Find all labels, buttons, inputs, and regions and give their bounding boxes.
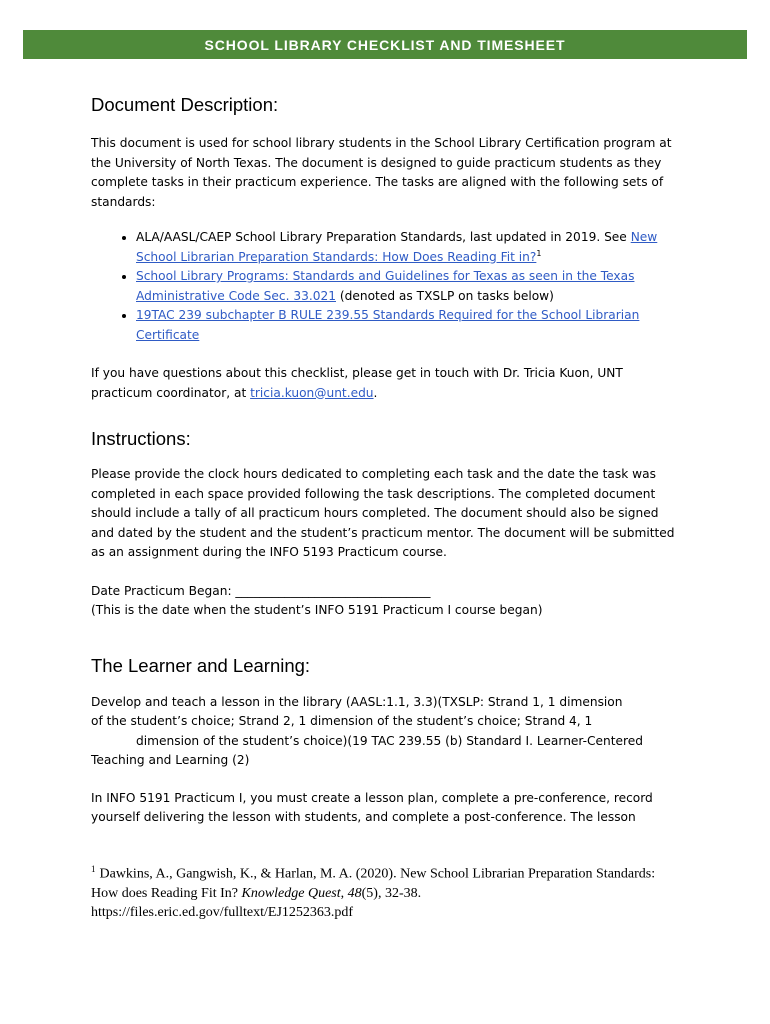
standards-link-texas-admin-code[interactable]: School Library Programs: Standards and Guidelines for Texas as seen in the Texas Administrative Code Sec. 33.021 <box>136 269 635 303</box>
list-item <box>136 267 676 306</box>
task-line: Develop and teach a lesson in the library (AASL:1.1, 3.3)(TXSLP: Strand 1, 1 dimension <box>91 694 623 709</box>
footnote-issue-pages: (5), 32-38. <box>361 885 422 901</box>
task-description <box>91 693 683 771</box>
footnote-number: 1 <box>91 864 96 874</box>
document-title: SCHOOL LIBRARY CHECKLIST AND TIMESHEET <box>204 36 566 53</box>
footnote-separator: , <box>340 885 348 901</box>
standards-list <box>91 228 676 345</box>
list-item <box>136 228 676 267</box>
footnote-authors: Dawkins, A., Gangwish, K., & Harlan, M. A. (2020). New School Librarian Preparation Standards: How does Reading Fit In? <box>91 866 656 901</box>
footnote-url[interactable]: https://files.eric.ed.gov/fulltext/EJ1252363.pdf <box>91 904 354 920</box>
footnote-journal: Knowledge Quest <box>241 885 341 901</box>
document-title-banner <box>23 30 747 59</box>
lesson-paragraph: In INFO 5191 Practicum I, you must create a lesson plan, complete a pre-conference, record yourself delivering the lesson with students, and complete a post-conference. The lesson <box>91 790 653 824</box>
task-line: Teaching and Learning (2) <box>91 753 250 767</box>
standards-link-19tac-239[interactable]: 19TAC 239 subchapter B RULE 239.55 Standards Required for the School Librarian Certificate <box>136 308 640 342</box>
task-line: of the student’s choice; Strand 2, 1 dimension of the student’s choice; Strand 4, 1 <box>91 714 593 728</box>
learner-heading: The Learner and Learning: <box>91 654 311 676</box>
instructions-paragraph: Please provide the clock hours dedicated to completing each task and the date the task was completed in each space provided following the task descriptions. The completed document should include a tally of all practicum hours completed. The document should also be signed and dated by the student and the student’s practicum mentor. The document will be submitted as an assignment during the INFO 5193 Practicum course. <box>91 467 675 559</box>
footnote-volume: 48 <box>347 885 362 901</box>
task-line: dimension of the student’s choice)(19 TAC 239.55 (b) Standard I. Learner-Centered <box>136 733 644 748</box>
document-body <box>91 92 691 828</box>
bullet-text: ALA/AASL/CAEP School Library Preparation Standards, last updated in 2019. See <box>136 230 631 244</box>
bullet-text: (denoted as TXSLP on tasks below) <box>336 288 554 303</box>
contact-text: If you have questions about this checklist, please get in touch with Dr. Tricia Kuon, UNT practicum coordinator, at <box>91 366 623 400</box>
description-heading: Document Description: <box>91 94 279 115</box>
standards-link-new-school-librarian[interactable]: New School Librarian Preparation Standards: How Does Reading Fit in? <box>136 230 658 264</box>
description-paragraph: This document is used for school library students in the School Library Certification program at the University of North Texas. The document is designed to guide practicum students as they complete tasks in their practicum experience. The tasks are aligned with the following sets of standards: <box>91 136 672 209</box>
contact-email-link[interactable]: tricia.kuon@unt.edu <box>250 385 374 400</box>
date-practicum-began-label: Date Practicum Began: ________________________________ <box>91 583 431 598</box>
footnote-ref[interactable]: 1 <box>536 248 542 258</box>
contact-text-end: . <box>373 385 378 400</box>
date-practicum-note: (This is the date when the student’s INFO 5191 Practicum I course began) <box>91 603 543 617</box>
contact-paragraph <box>91 364 683 403</box>
footnote <box>91 860 671 922</box>
list-item <box>136 306 676 345</box>
instructions-heading: Instructions: <box>91 428 191 449</box>
